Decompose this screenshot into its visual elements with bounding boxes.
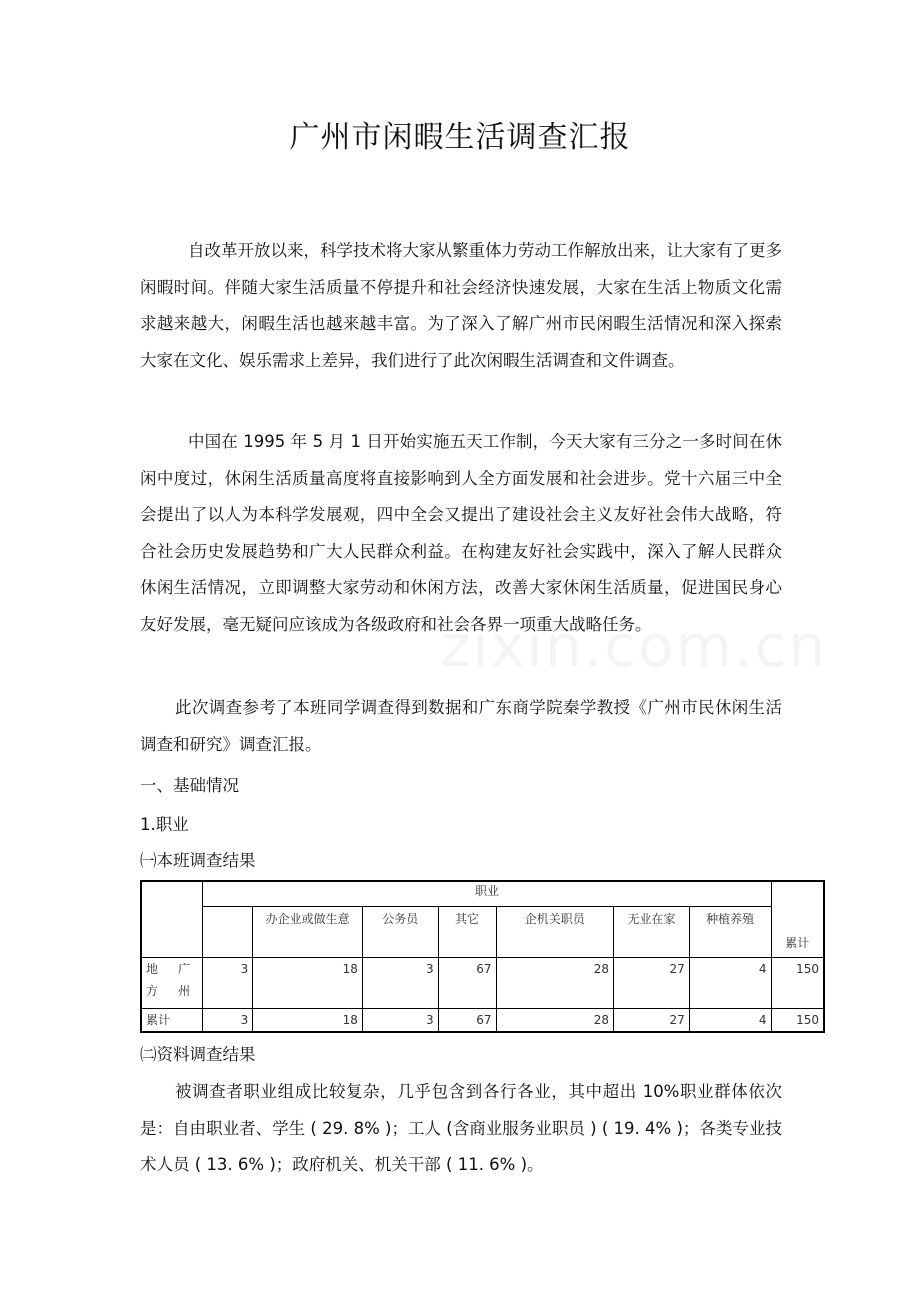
occupation-table <box>140 880 825 1033</box>
table-column-header: 企机关职员 <box>496 907 614 958</box>
table-column-header: 种植养殖 <box>689 907 771 958</box>
section-heading: 一、基础情况 <box>140 776 239 795</box>
table-cell: 28 <box>496 1009 614 1033</box>
table-total-header: 累计 <box>771 881 824 958</box>
table-column-header: 其它 <box>438 907 496 958</box>
table-group-header: 职业 <box>203 881 771 907</box>
table-column-header: 办企业或做生意 <box>253 907 363 958</box>
paragraph-background: 中国在 1995 年 5 月 1 日开始实施五天工作制，今天大家有三分之一多时间在休闲中度过，休闲生活质量高度将直接影响到人全方面发展和社会进步。党十六届三中全会提出了以人为本科学发展观，四中全会又提出了建设社会主义友好社会伟大战略，符合社会历史发展趋势和广大人民群众利益。在构建友好社会实践中，深入了解人民群众休闲生活情况，立即调整大家劳动和休闲方法，改善大家休闲生活质量，促进国民身心友好发展，毫无疑问应该成为各级政府和社会各界一项重大战略任务。 <box>140 432 782 634</box>
table-corner-cell <box>141 881 203 958</box>
row-label-total: 累计 <box>141 1009 203 1033</box>
table-cell: 18 <box>253 1009 363 1033</box>
paragraph-occupation-findings: 被调查者职业组成比较复杂，几乎包含到各行各业，其中超出 10%职业群体依次是：自由职业者、学生 ( 29. 8% )；工人 (含商业服务业职员 ) ( 19. 4% )；各类专业技术人员 ( 13. 6% )；政府机关、机关干部 ( 11. 6% )。 <box>140 1082 782 1174</box>
item-heading-literature-survey: ㈡资料调查结果 <box>140 1045 256 1064</box>
table-cell: 4 <box>689 1009 771 1033</box>
table-cell: 3 <box>203 958 253 1009</box>
table-cell: 150 <box>771 958 824 1009</box>
table-cell: 18 <box>253 958 363 1009</box>
table-cell: 3 <box>362 958 438 1009</box>
table-column-header: 公务员 <box>362 907 438 958</box>
table-cell: 3 <box>203 1009 253 1033</box>
subsection-heading: 1.职业 <box>140 815 189 834</box>
row-label-guangzhou: 地 广 方 州 <box>141 958 203 1009</box>
table-cell: 150 <box>771 1009 824 1033</box>
table-cell: 28 <box>496 958 614 1009</box>
table-cell: 27 <box>614 1009 690 1033</box>
document-title: 广州市闲暇生活调查汇报 <box>289 120 631 155</box>
table-column-header: 无业在家 <box>614 907 690 958</box>
table-cell: 3 <box>362 1009 438 1033</box>
table-cell: 27 <box>614 958 690 1009</box>
table-cell: 67 <box>438 958 496 1009</box>
table-cell: 67 <box>438 1009 496 1033</box>
item-heading-class-survey: ㈠本班调查结果 <box>140 851 256 870</box>
table-row <box>141 1009 824 1033</box>
table-column-header <box>203 907 253 958</box>
table-cell: 4 <box>689 958 771 1009</box>
paragraph-intro: 自改革开放以来，科学技术将大家从繁重体力劳动工作解放出来，让大家有了更多闲暇时间。伴随大家生活质量不停提升和社会经济快速发展，大家在生活上物质文化需求越来越大，闲暇生活也越来越丰富。为了深入了解广州市民闲暇生活情况和深入探索大家在文化、娱乐需求上差异，我们进行了此次闲暇生活调查和文件调查。 <box>140 241 782 370</box>
table-row <box>141 958 824 1009</box>
paragraph-sources: 此次调查参考了本班同学调查得到数据和广东商学院秦学教授《广州市民休闲生活调查和研究》调查汇报。 <box>140 698 782 754</box>
